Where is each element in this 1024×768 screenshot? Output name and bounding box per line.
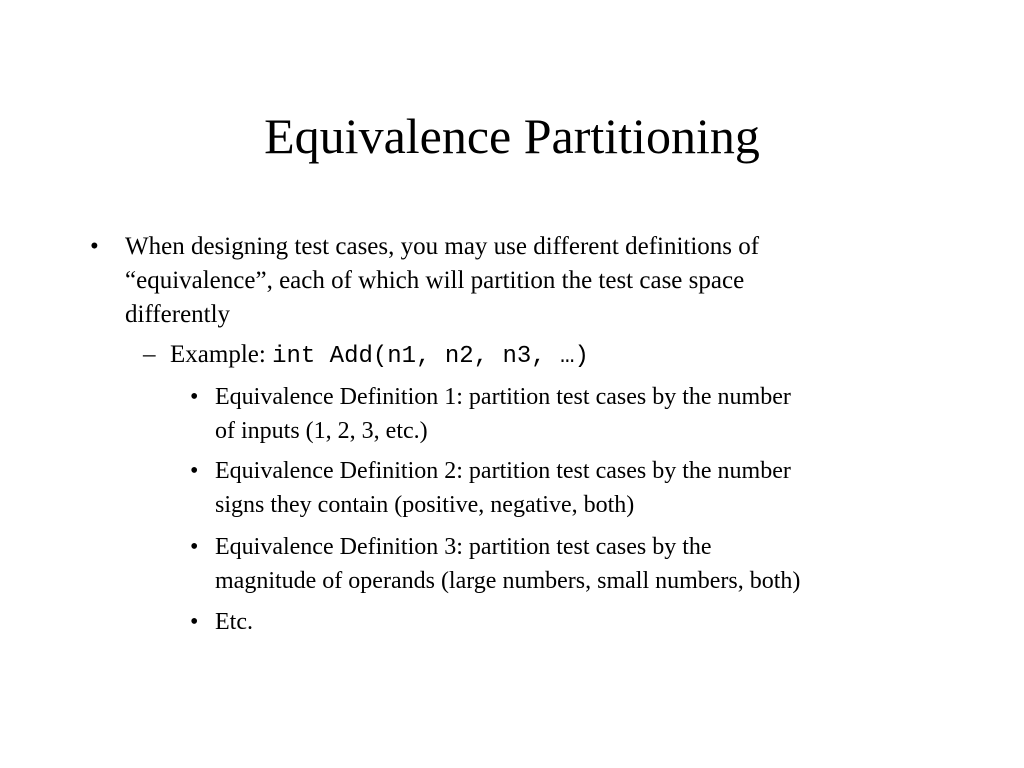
- example-code: int Add(n1, n2, n3, …): [272, 343, 589, 370]
- text-line: “equivalence”, each of which will partition the test case space: [125, 267, 745, 294]
- bullet-marker: •: [190, 384, 199, 410]
- bullet-marker: •: [190, 534, 199, 560]
- text-line: When designing test cases, you may use different definitions of: [125, 233, 760, 260]
- main-bullet-text: [125, 230, 759, 332]
- example-label: Example:: [170, 341, 273, 368]
- text-line: signs they contain (positive, negative, both): [215, 492, 635, 518]
- text-line: of inputs (1, 2, 3, etc.): [215, 418, 428, 444]
- text-line: magnitude of operands (large numbers, small numbers, both): [215, 568, 801, 594]
- text-line: Equivalence Definition 3: partition test cases by the: [215, 534, 712, 560]
- dash-marker: –: [143, 341, 156, 368]
- definition-2-item: [215, 454, 791, 522]
- bullet-marker: •: [90, 233, 99, 260]
- definition-1-item: [215, 380, 791, 448]
- text-line: Etc.: [215, 609, 253, 635]
- text-line: Equivalence Definition 2: partition test cases by the number: [215, 458, 791, 484]
- bullet-marker: •: [190, 458, 199, 484]
- example-item: [170, 338, 589, 374]
- etc-item: [215, 605, 253, 639]
- slide-title: Equivalence Partitioning: [264, 108, 760, 164]
- text-line: differently: [125, 301, 231, 328]
- definition-3-item: [215, 530, 800, 598]
- text-line: Equivalence Definition 1: partition test cases by the number: [215, 384, 791, 410]
- bullet-marker: •: [190, 609, 199, 635]
